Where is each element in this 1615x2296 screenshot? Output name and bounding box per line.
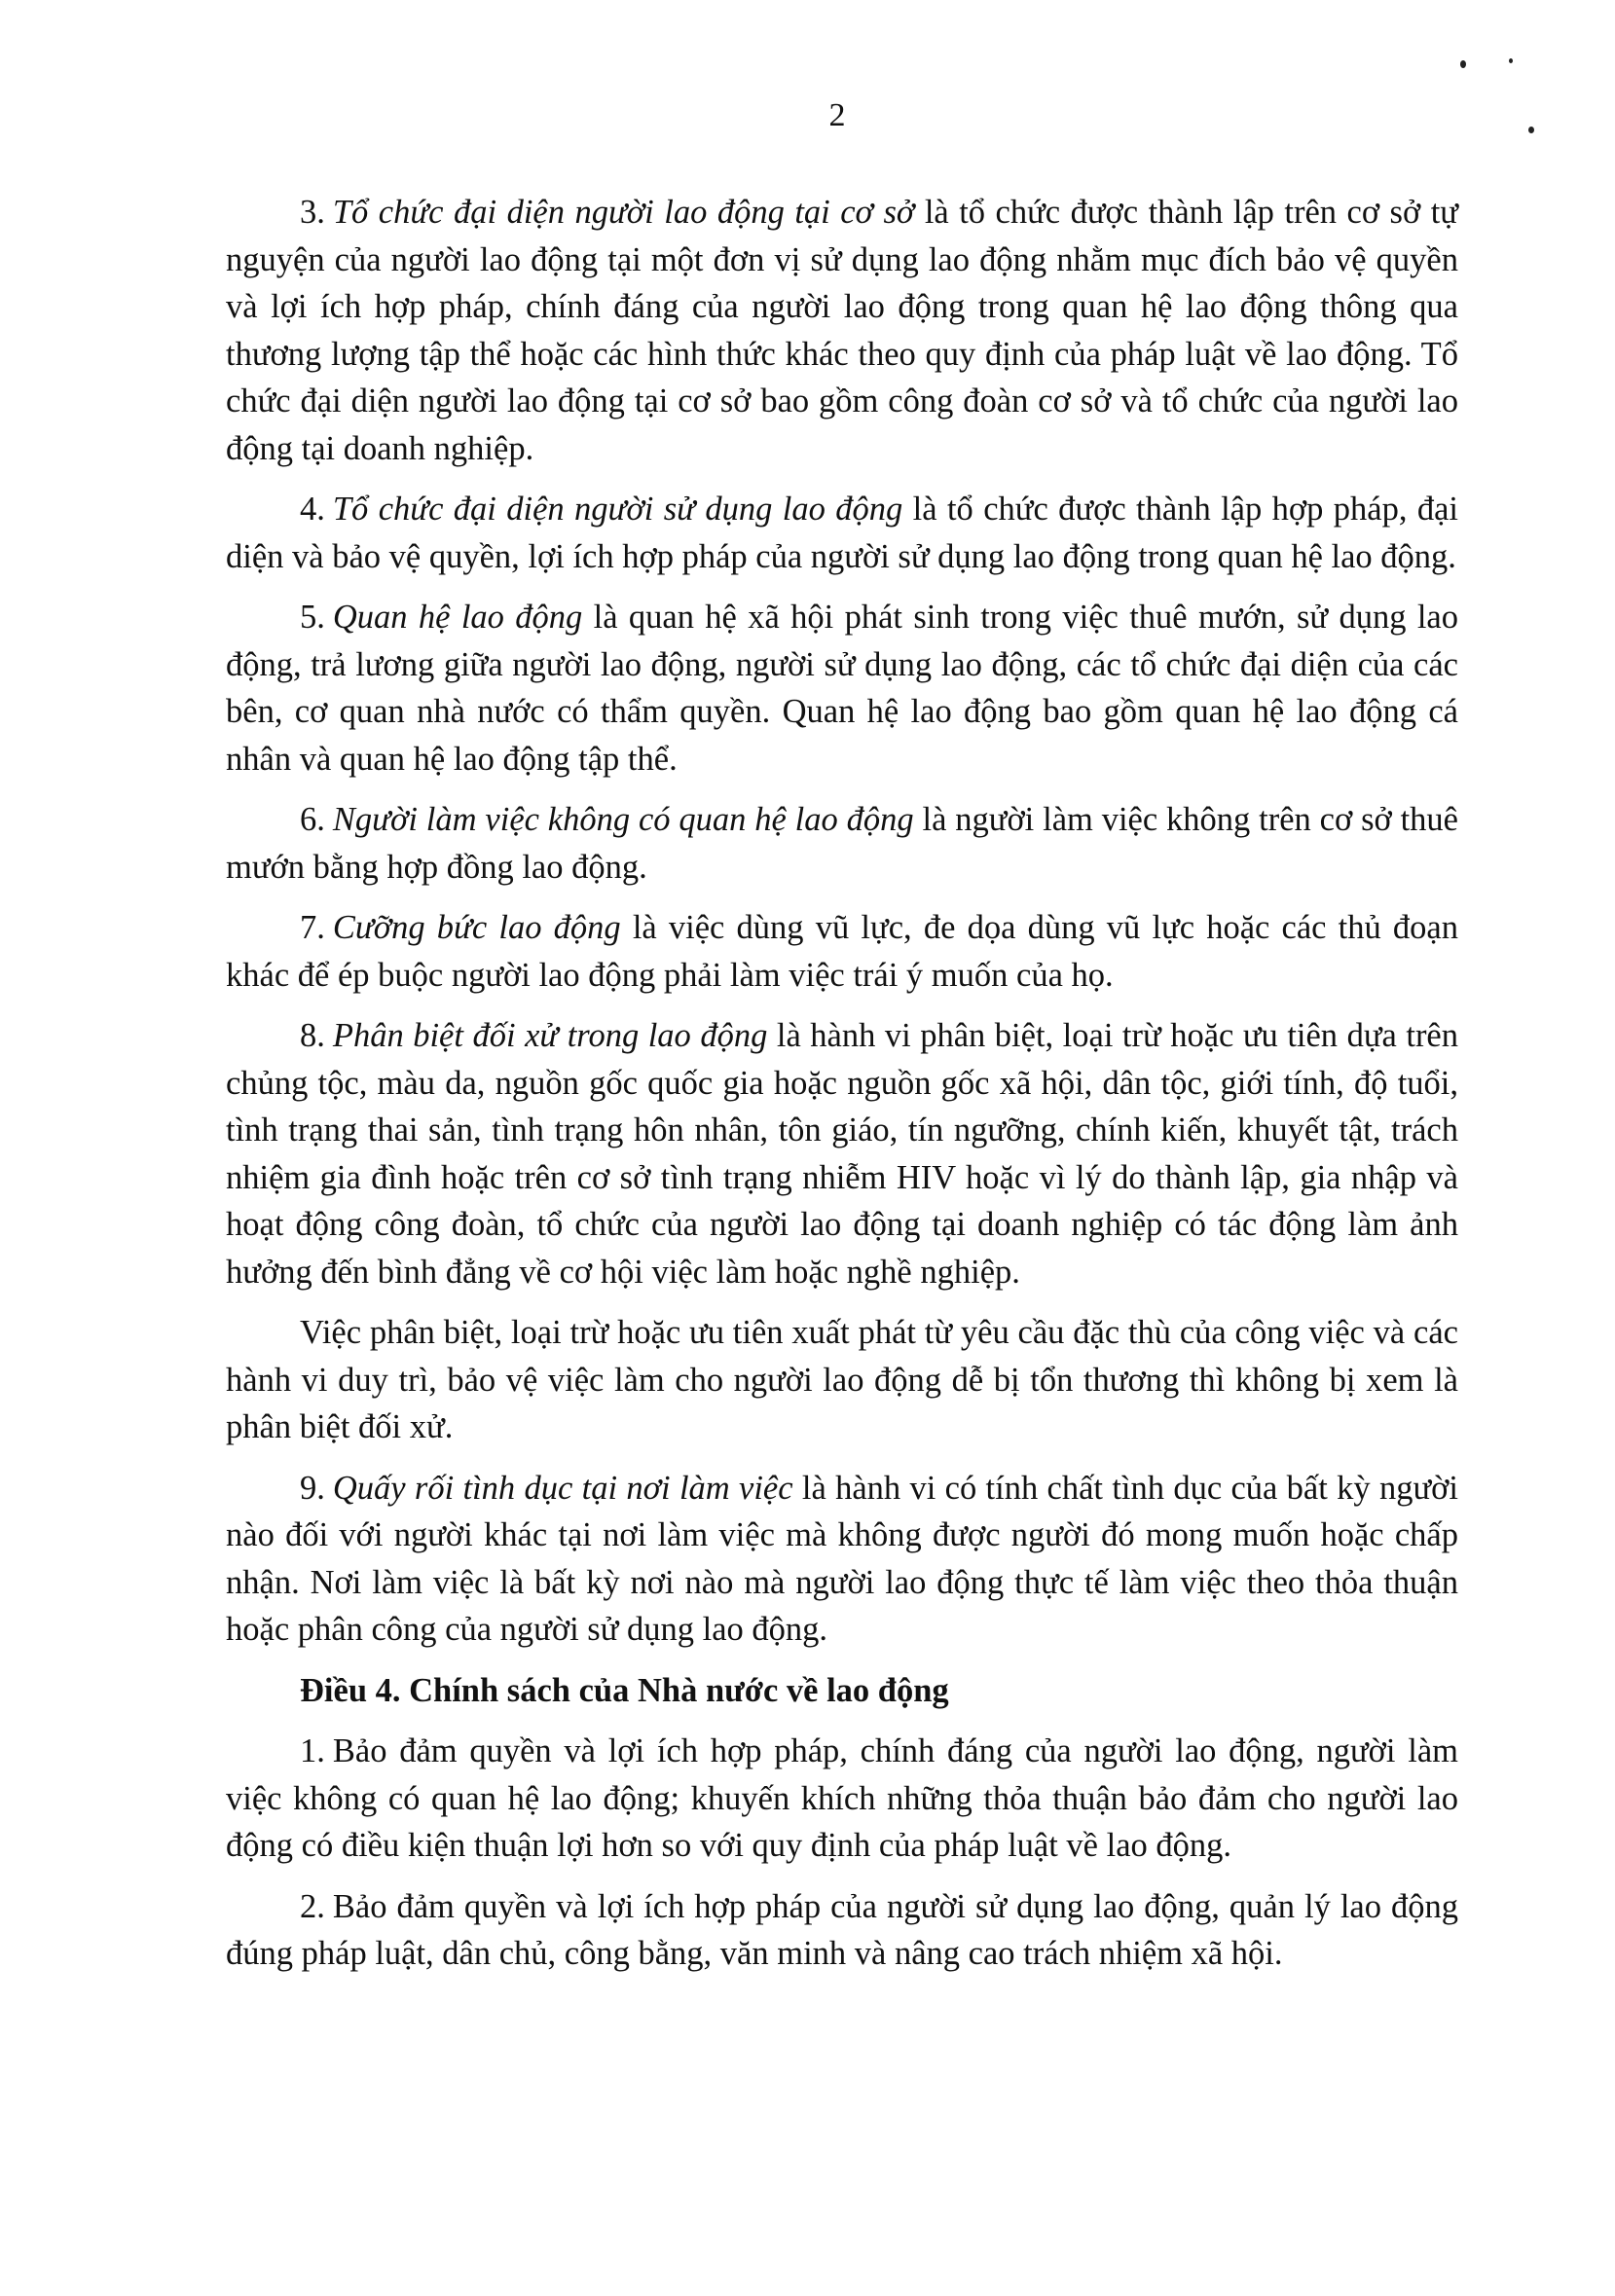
paragraph-number: 5. bbox=[300, 599, 325, 636]
scan-speck bbox=[1509, 58, 1513, 63]
definition-paragraph-9 bbox=[226, 1465, 1458, 1654]
paragraph-number: 9. bbox=[300, 1469, 325, 1507]
defined-term: Quấy rối tình dục tại nơi làm việc bbox=[332, 1469, 793, 1507]
paragraph-text: là quan hệ xã hội phát sinh trong việc thuê mướn, sử dụng lao động, trả lương giữa người lao động, người sử dụng lao động, các tổ chức đại diện của các bên, cơ quan nhà nước có thẩm quyền. Quan hệ lao động bao gồm quan hệ lao động cá nhân và quan hệ lao động tập thể. bbox=[226, 599, 1458, 778]
definition-paragraph-7 bbox=[226, 904, 1458, 999]
item-text: Bảo đảm quyền và lợi ích hợp pháp của người sử dụng lao động, quản lý lao động đúng pháp luật, dân chủ, công bằng, văn minh và nâng cao trách nhiệm xã hội. bbox=[226, 1887, 1458, 1972]
paragraph-text: là hành vi có tính chất tình dục của bất kỳ người nào đối với người khác tại nơi làm việc mà không được người đó mong muốn hoặc chấp nhận. Nơi làm việc là bất kỳ nơi nào mà người lao động thực tế làm việc theo thỏa thuận hoặc phân công của người sử dụng lao động. bbox=[226, 1469, 1458, 1648]
paragraph-number: 4. bbox=[300, 491, 325, 528]
scan-speck bbox=[1460, 60, 1466, 68]
continuation-paragraph bbox=[226, 1309, 1458, 1451]
page-number: 2 bbox=[828, 97, 846, 133]
defined-term: Phân biệt đối xử trong lao động bbox=[332, 1017, 768, 1054]
defined-term: Tổ chức đại diện người sử dụng lao động bbox=[332, 491, 903, 528]
definition-paragraph-3 bbox=[226, 189, 1458, 472]
defined-term: Người làm việc không có quan hệ lao động bbox=[332, 801, 914, 838]
defined-term: Tổ chức đại diện người lao động tại cơ sở bbox=[332, 194, 915, 231]
paragraph-text: là người làm việc không trên cơ sở thuê mướn bằng hợp đồng lao động. bbox=[226, 801, 1458, 886]
paragraph-text: là hành vi phân biệt, loại trừ hoặc ưu tiên dựa trên chủng tộc, màu da, nguồn gốc quốc gia hoặc nguồn gốc xã hội, dân tộc, giới tính, độ tuổi, tình trạng thai sản, tình trạng hôn nhân, tôn giáo, tín ngưỡng, chính kiến, khuyết tật, trách nhiệm gia đình hoặc trên cơ sở tình trạng nhiễm HIV hoặc vì lý do thành lập, gia nhập và hoạt động công đoàn, tổ chức của người lao động tại doanh nghiệp có tác động làm ảnh hưởng đến bình đẳng về cơ hội việc làm hoặc nghề nghiệp. bbox=[226, 1017, 1458, 1291]
definition-paragraph-5 bbox=[226, 594, 1458, 783]
article-heading: Điều 4. Chính sách của Nhà nước về lao động bbox=[300, 1671, 949, 1709]
article-item-2 bbox=[226, 1883, 1458, 1978]
defined-term: Quan hệ lao động bbox=[332, 599, 583, 636]
paragraph-text: là tổ chức được thành lập hợp pháp, đại diện và bảo vệ quyền, lợi ích hợp pháp của người sử dụng lao động trong quan hệ lao động. bbox=[226, 491, 1458, 575]
definition-paragraph-8 bbox=[226, 1012, 1458, 1295]
scan-speck bbox=[1528, 127, 1534, 133]
item-text: Bảo đảm quyền và lợi ích hợp pháp, chính đáng của người lao động, người làm việc không có quan hệ lao động; khuyến khích những thỏa thuận bảo đảm cho người lao động có điều kiện thuận lợi hơn so với quy định của pháp luật về lao động. bbox=[226, 1732, 1458, 1864]
paragraph-number: 3. bbox=[300, 194, 325, 231]
paragraph-number: 8. bbox=[300, 1017, 325, 1054]
document-body bbox=[226, 189, 1458, 1991]
item-number: 1. bbox=[300, 1732, 325, 1769]
paragraph-number: 6. bbox=[300, 801, 325, 838]
paragraph-text: Việc phân biệt, loại trừ hoặc ưu tiên xuất phát từ yêu cầu đặc thù của công việc và các hành vi duy trì, bảo vệ việc làm cho người lao động dễ bị tổn thương thì không bị xem là phân biệt đối xử. bbox=[226, 1314, 1458, 1445]
paragraph-text: là tổ chức được thành lập trên cơ sở tự nguyện của người lao động tại một đơn vị sử dụng lao động nhằm mục đích bảo vệ quyền và lợi ích hợp pháp, chính đáng của người lao động trong quan hệ lao động thông qua thương lượng tập thể hoặc các hình thức khác theo quy định của pháp luật về lao động. Tổ chức đại diện người lao động tại cơ sở bao gồm công đoàn cơ sở và tổ chức của người lao động tại doanh nghiệp. bbox=[226, 194, 1459, 467]
defined-term: Cưỡng bức lao động bbox=[332, 909, 621, 946]
paragraph-text: là việc dùng vũ lực, đe dọa dùng vũ lực hoặc các thủ đoạn khác để ép buộc người lao động phải làm việc trái ý muốn của họ. bbox=[226, 909, 1458, 994]
definition-paragraph-6 bbox=[226, 796, 1458, 891]
article-item-1 bbox=[226, 1728, 1458, 1870]
definition-paragraph-4 bbox=[226, 486, 1458, 580]
item-number: 2. bbox=[300, 1887, 325, 1925]
paragraph-number: 7. bbox=[300, 909, 325, 946]
